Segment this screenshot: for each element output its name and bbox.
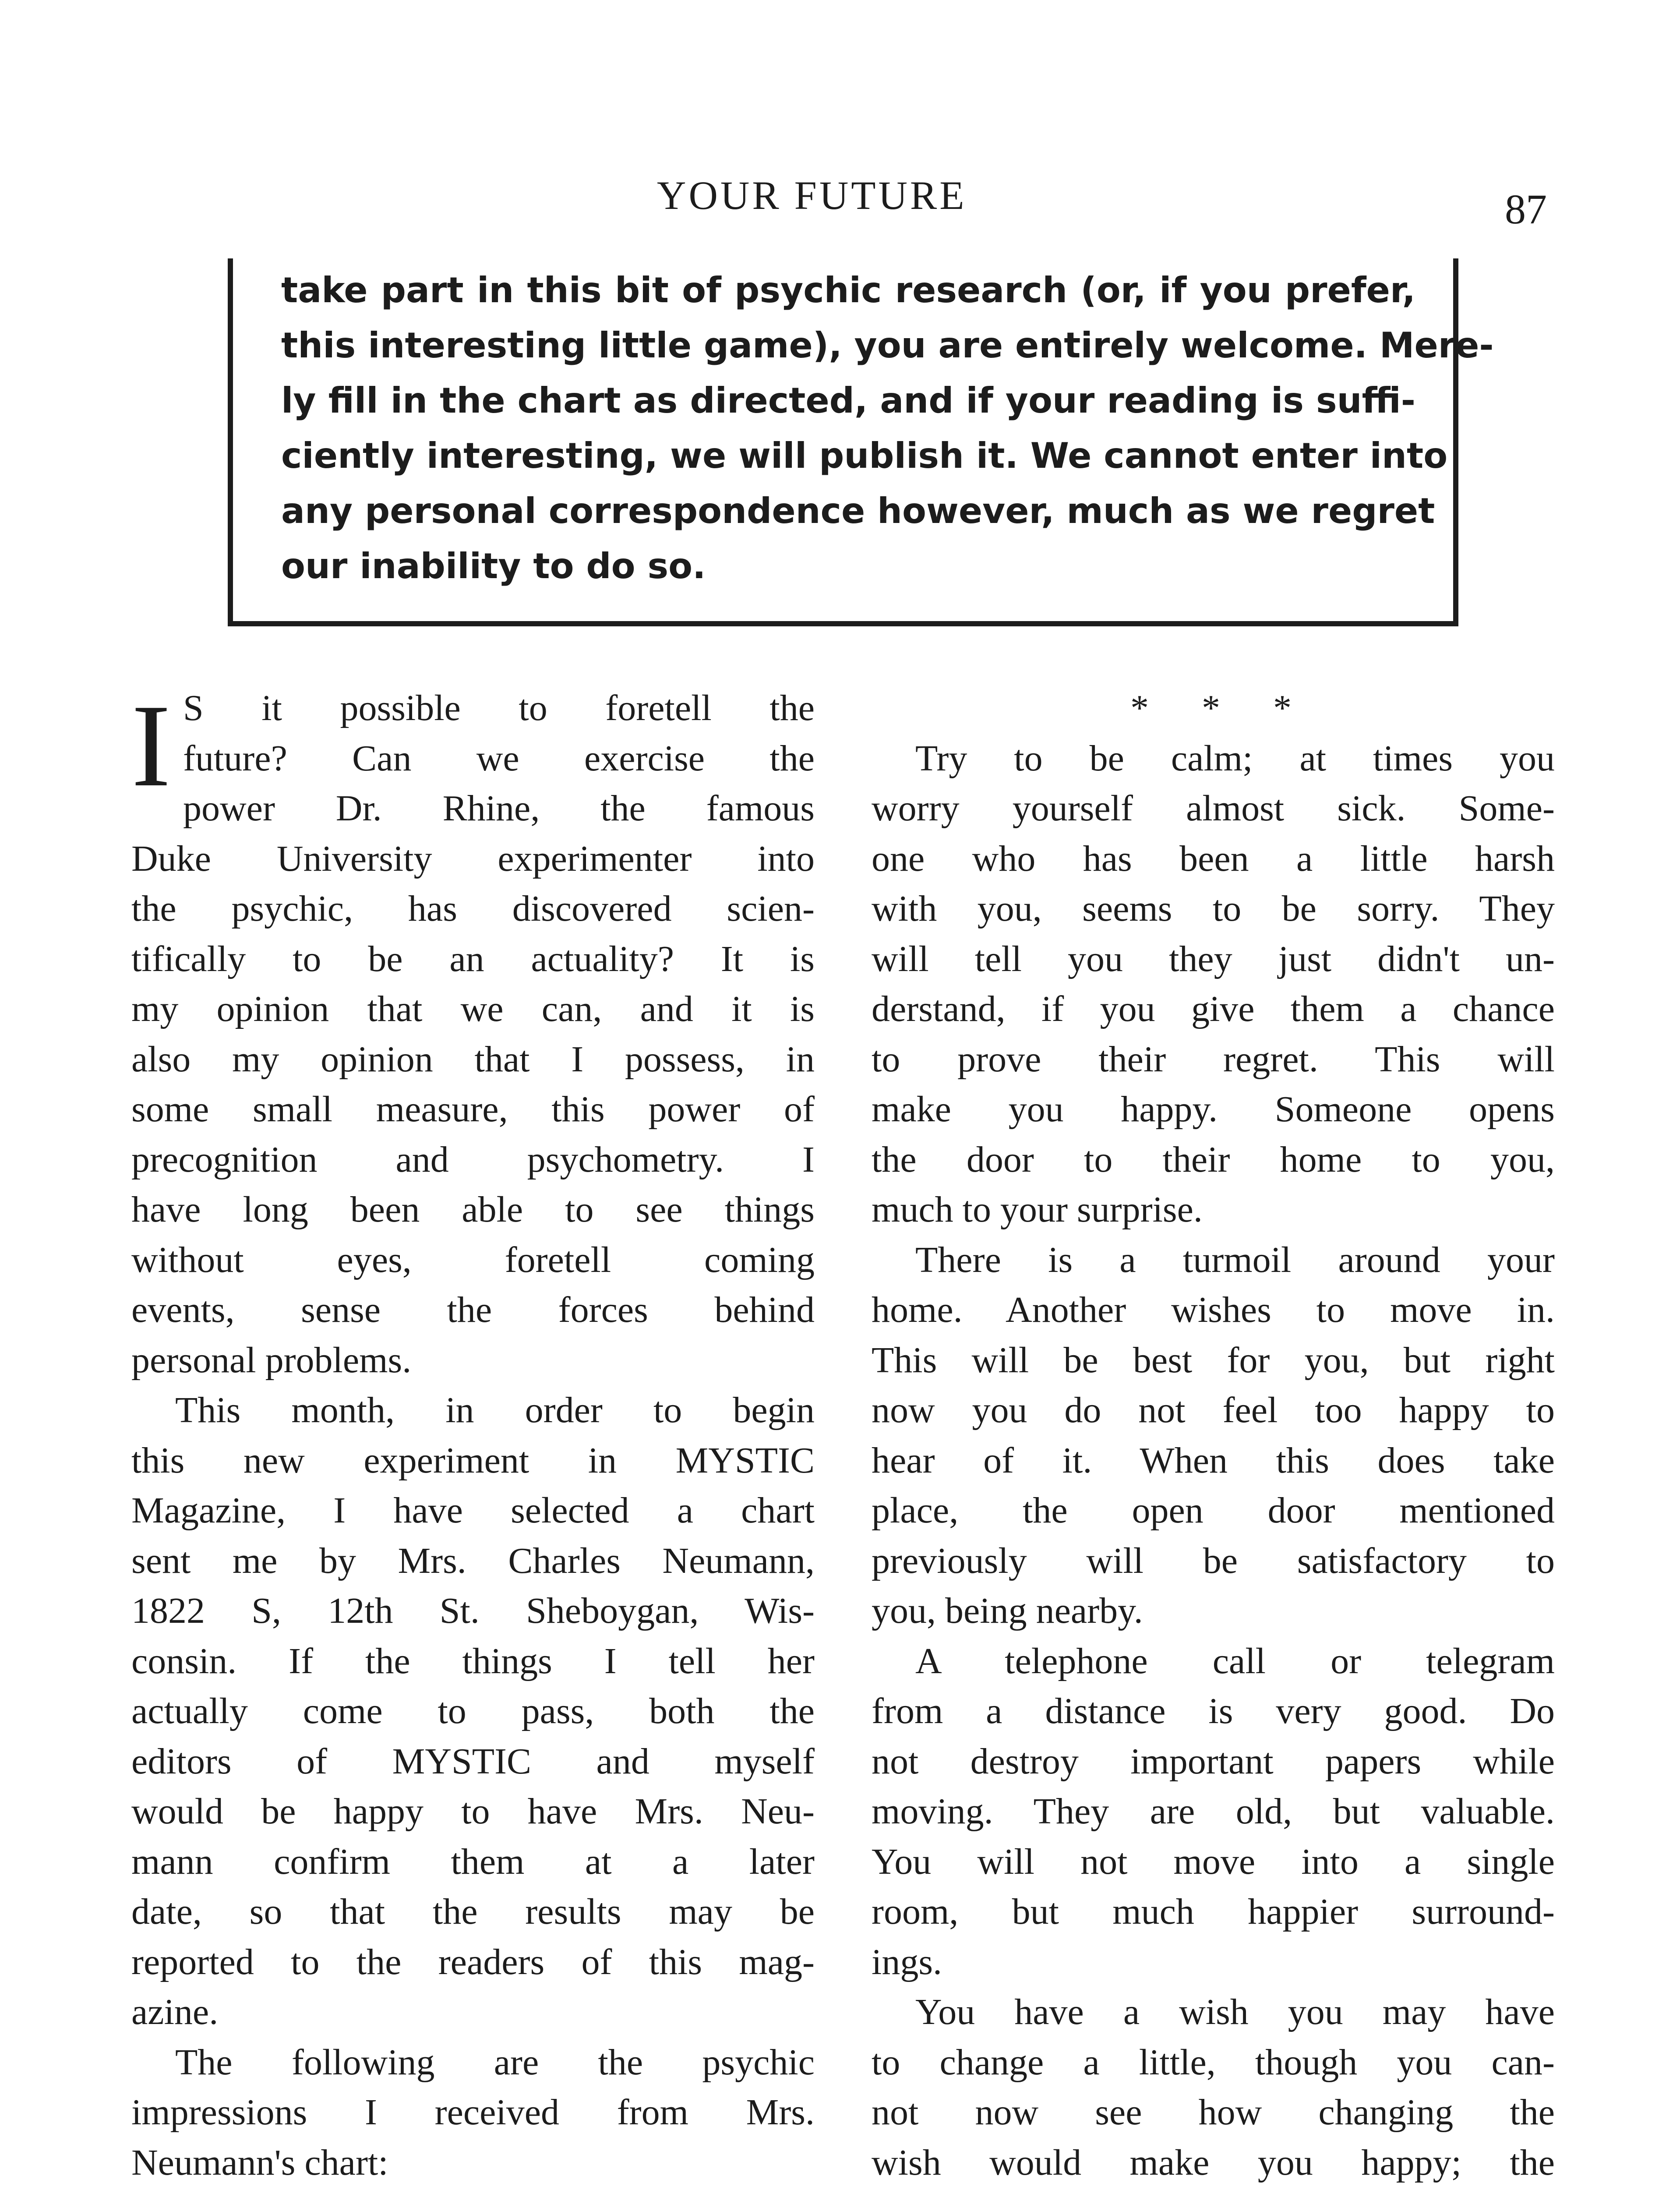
body-line: moving. They are old, but valuable. — [872, 1791, 1555, 1832]
body-line: actually come to pass, both the — [131, 1691, 815, 1731]
body-line: Neumann's chart: — [131, 2142, 388, 2183]
drop-cap: I — [131, 680, 171, 811]
body-line: You will not move into a single — [872, 1841, 1555, 1882]
body-line: the psychic, has discovered scien- — [131, 888, 815, 929]
body-line: my opinion that we can, and it is — [131, 989, 815, 1029]
body-line: now you do not feel too happy to — [872, 1390, 1555, 1431]
body-line: to prove their regret. This will — [872, 1038, 1555, 1080]
notice-line: ly fill in the chart as directed, and if your reading is suffi- — [281, 380, 1415, 421]
body-line: This will be best for you, but right — [872, 1339, 1555, 1381]
body-line: with you, seems to be sorry. They — [872, 888, 1555, 929]
body-line: future? Can we exercise the — [183, 738, 815, 779]
right-column — [872, 683, 1555, 2188]
body-line: one who has been a little harsh — [872, 838, 1555, 879]
body-line: derstand, if you give them a chance — [872, 989, 1555, 1029]
body-line: will tell you they just didn't un- — [872, 938, 1555, 979]
section-separator: * * * — [1130, 688, 1313, 728]
body-line: personal problems. — [131, 1339, 412, 1381]
body-line: the door to their home to you, — [872, 1139, 1555, 1180]
body-line: some small measure, this power of — [131, 1089, 815, 1130]
notice-line: take part in this bit of psychic research (or, if you prefer, — [281, 270, 1415, 311]
body-line: The following are the psychic — [175, 2042, 815, 2083]
body-line: power Dr. Rhine, the famous — [183, 788, 815, 829]
body-line: ings. — [872, 1941, 942, 1982]
body-line: without eyes, foretell coming — [131, 1239, 815, 1280]
body-line: place, the open door mentioned — [872, 1490, 1555, 1531]
body-line: to change a little, though you can- — [872, 2042, 1555, 2083]
body-line: previously will be satisfactory to — [872, 1540, 1555, 1581]
body-line: Try to be calm; at times you — [915, 738, 1555, 779]
body-line: not destroy important papers while — [872, 1741, 1555, 1782]
body-line: azine. — [131, 1992, 219, 2032]
body-line: make you happy. Someone opens — [872, 1089, 1555, 1130]
page-number: 87 — [1505, 186, 1547, 233]
body-line: date, so that the results may be — [131, 1891, 815, 1932]
body-line: you, being nearby. — [872, 1590, 1143, 1631]
notice-line: this interesting little game), you are entirely welcome. Mere- — [281, 325, 1494, 366]
body-line: Magazine, I have selected a chart — [131, 1490, 815, 1531]
body-line: would be happy to have Mrs. Neu- — [131, 1791, 815, 1832]
body-line: You have a wish you may have — [915, 1992, 1555, 2032]
body-line: wish would make you happy; the — [872, 2142, 1555, 2183]
notice-line: ciently interesting, we will publish it. We cannot enter into — [281, 435, 1448, 476]
notice-line: any personal correspondence however, much as we regret — [281, 491, 1435, 531]
body-line: home. Another wishes to move in. — [872, 1289, 1555, 1330]
body-line: This month, in order to begin — [175, 1390, 815, 1431]
notice-text — [281, 263, 1494, 594]
body-line: impressions I received from Mrs. — [131, 2092, 815, 2133]
body-line: 1822 S, 12th St. Sheboygan, Wis- — [131, 1590, 815, 1631]
body-line: this new experiment in MYSTIC — [131, 1440, 815, 1481]
body-line: A telephone call or telegram — [915, 1640, 1555, 1681]
body-line: Duke University experimenter into — [131, 838, 815, 879]
body-line: precognition and psychometry. I — [131, 1139, 815, 1180]
body-line: much to your surprise. — [872, 1189, 1203, 1230]
notice-box — [228, 258, 1494, 626]
body-line: consin. If the things I tell her — [131, 1640, 815, 1681]
body-line: S it possible to foretell the — [183, 688, 815, 728]
left-column — [131, 680, 815, 2188]
body-line: There is a turmoil around your — [915, 1239, 1555, 1280]
body-line: worry yourself almost sick. Some- — [872, 788, 1555, 829]
body-line: tifically to be an actuality? It is — [131, 938, 815, 979]
body-line: have long been able to see things — [131, 1189, 815, 1230]
body-line: events, sense the forces behind — [131, 1289, 815, 1330]
body-line: mann confirm them at a later — [131, 1841, 815, 1882]
body-line: hear of it. When this does take — [872, 1440, 1555, 1481]
notice-line: our inability to do so. — [281, 546, 706, 586]
body-line: from a distance is very good. Do — [872, 1691, 1555, 1731]
body-line: room, but much happier surround- — [872, 1891, 1555, 1932]
body-line: sent me by Mrs. Charles Neumann, — [131, 1540, 815, 1581]
body-line: also my opinion that I possess, in — [131, 1038, 815, 1080]
body-line: not now see how changing the — [872, 2092, 1555, 2133]
body-line: reported to the readers of this mag- — [131, 1941, 815, 1982]
running-head: YOUR FUTURE — [657, 173, 967, 218]
body-line: editors of MYSTIC and myself — [131, 1741, 815, 1782]
